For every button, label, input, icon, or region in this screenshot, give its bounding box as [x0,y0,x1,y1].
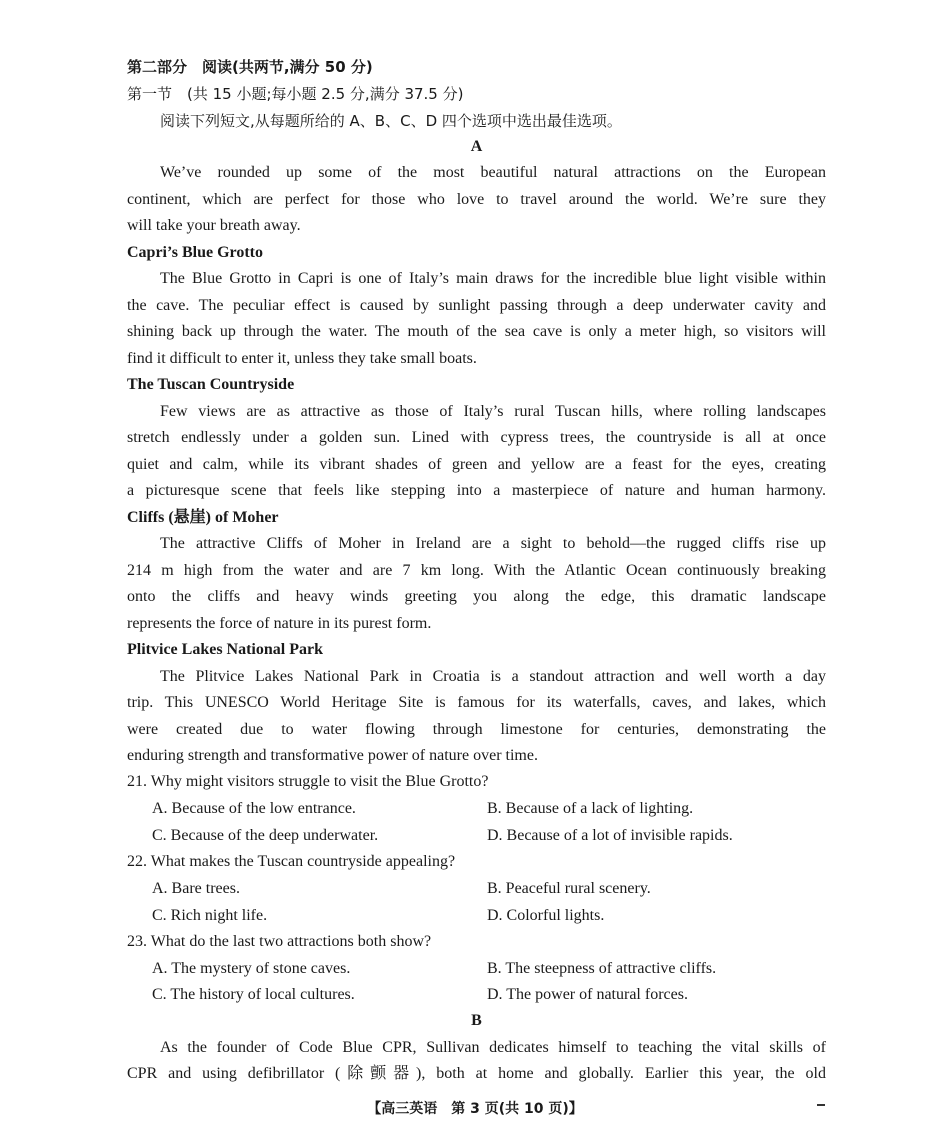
page-footer: 【高三英语 第 3 页(共 10 页)】 [367,1101,583,1117]
section-instruction: 阅读下列短文,从每题所给的 A、B、C、D 四个选项中选出最佳选项。 [160,112,622,130]
tuscan-line: a picturesque scene that feels like stepping into a masterpiece of nature and human harmony. [127,482,826,499]
question-23-option-c[interactable]: C. The history of local cultures. [152,986,355,1003]
tuscan-line: Few views are as attractive as those of Italy’s rural Tuscan hills, where rolling landscapes [160,403,826,420]
passage-a-intro-line: continent, which are perfect for those who love to travel around the world. We’re sure they [127,191,826,208]
cliffs-line: represents the force of nature in its purest form. [127,615,432,632]
plitvice-line: The Plitvice Lakes National Park in Croatia is a standout attraction and well worth a day [160,668,826,685]
blue-grotto-line: find it difficult to enter it, unless they take small boats. [127,350,477,367]
blue-grotto-line: The Blue Grotto in Capri is one of Italy’s main draws for the incredible blue light visible within [160,270,826,287]
plitvice-line: were created due to water flowing through limestone for centuries, demonstrating the [127,721,826,738]
question-22-option-d[interactable]: D. Colorful lights. [487,907,605,924]
section-subtitle: 第一节 (共 15 小题;每小题 2.5 分,满分 37.5 分) [127,85,464,103]
passage-a-label: A [470,138,483,155]
corner-mark [817,1104,825,1106]
plitvice-line: trip. This UNESCO World Heritage Site is famous for its waterfalls, caves, and lakes, which [127,694,826,711]
heading-tuscan: The Tuscan Countryside [127,376,295,393]
passage-b-line: As the founder of Code Blue CPR, Sullivan dedicates himself to teaching the vital skills of [160,1039,826,1056]
cliffs-line: onto the cliffs and heavy winds greeting you along the edge, this dramatic landscape [127,588,826,605]
question-21-stem: 21. Why might visitors struggle to visit the Blue Grotto? [127,773,489,790]
question-22-option-c[interactable]: C. Rich night life. [152,907,268,924]
heading-cliffs: Cliffs (悬崖) of Moher [127,509,279,526]
question-22-option-b[interactable]: B. Peaceful rural scenery. [487,880,651,897]
passage-b-label: B [471,1012,482,1029]
tuscan-line: stretch endlessly under a golden sun. Lined with cypress trees, the countryside is all at once [127,429,826,446]
plitvice-line: enduring strength and transformative power of nature over time. [127,747,538,764]
cliffs-line: The attractive Cliffs of Moher in Ireland are a sight to behold—the rugged cliffs rise up [160,535,826,552]
question-21-option-c[interactable]: C. Because of the deep underwater. [152,827,379,844]
question-21-option-b[interactable]: B. Because of a lack of lighting. [487,800,694,817]
question-23-stem: 23. What do the last two attractions both show? [127,933,432,950]
passage-a-intro-line: We’ve rounded up some of the most beautiful natural attractions on the European [160,164,826,181]
blue-grotto-line: the cave. The peculiar effect is caused by sunlight passing through a deep underwater cavity and [127,297,826,314]
passage-b-line: CPR and using defibrillator (除颤器), both at home and globally. Earlier this year, the old [127,1065,826,1082]
question-23-option-d[interactable]: D. The power of natural forces. [487,986,688,1003]
heading-blue-grotto: Capri’s Blue Grotto [127,244,263,261]
question-21-option-a[interactable]: A. Because of the low entrance. [152,800,356,817]
blue-grotto-line: shining back up through the water. The mouth of the sea cave is only a meter high, so visitors will [127,323,826,340]
question-23-option-b[interactable]: B. The steepness of attractive cliffs. [487,960,717,977]
passage-a-intro-line: will take your breath away. [127,217,301,234]
section-title: 第二部分 阅读(共两节,满分 50 分) [127,58,373,76]
cliffs-line: 214 m high from the water and are 7 km long. With the Atlantic Ocean continuously breaking [127,562,826,579]
question-22-option-a[interactable]: A. Bare trees. [152,880,240,897]
question-23-option-a[interactable]: A. The mystery of stone caves. [152,960,351,977]
question-22-stem: 22. What makes the Tuscan countryside appealing? [127,853,456,870]
question-21-option-d[interactable]: D. Because of a lot of invisible rapids. [487,827,733,844]
heading-plitvice: Plitvice Lakes National Park [127,641,323,658]
tuscan-line: quiet and calm, while its vibrant shades of green and yellow are a feast for the eyes, creating [127,456,826,473]
